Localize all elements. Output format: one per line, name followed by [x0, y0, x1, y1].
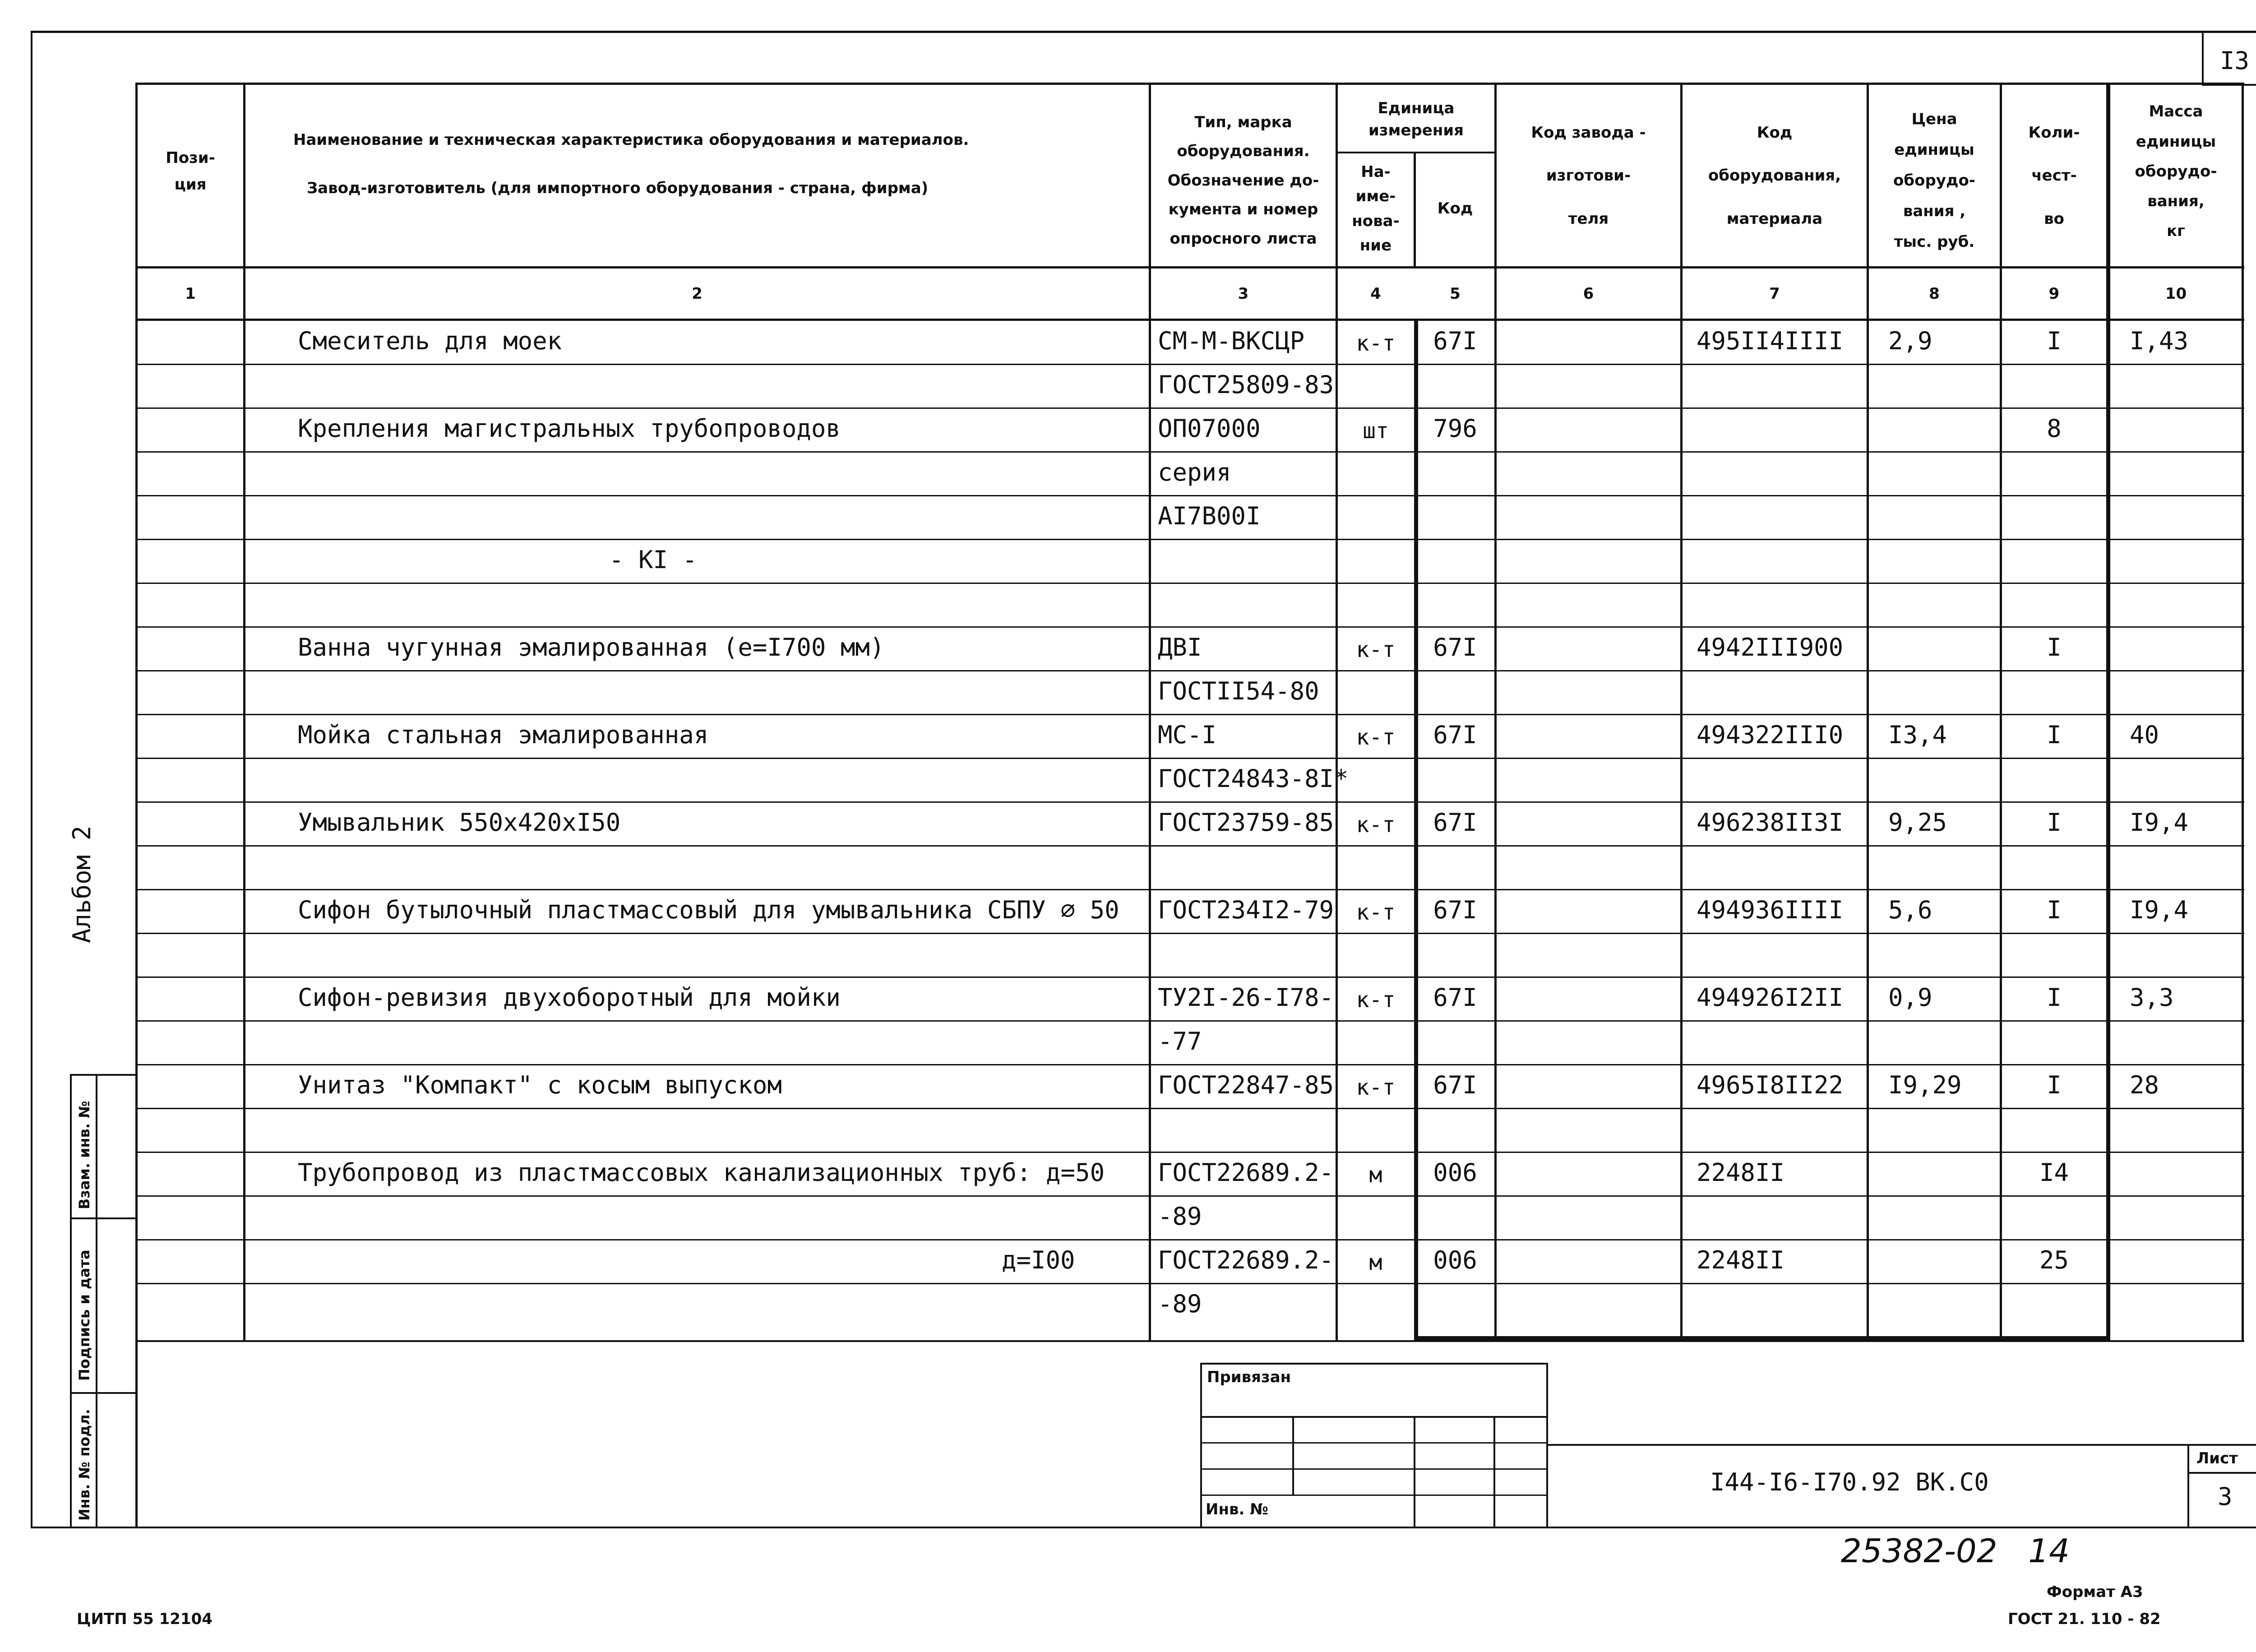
cell-doc: -89: [1158, 1202, 1202, 1231]
row-divider: [135, 801, 2244, 803]
cell-equip: 2248II: [1697, 1246, 1785, 1274]
colnum-5: 5: [1450, 284, 1461, 303]
header-price: Цена единицы оборудо- вания , тыс. руб.: [1893, 110, 1975, 251]
header-unit-code: Код: [1437, 199, 1473, 217]
cell-qty: I: [2047, 983, 2062, 1012]
cell-qty: I: [2047, 896, 2062, 924]
header-type: Тип, марка оборудования. Обозначение до- кумента и номер опросного листа: [1167, 113, 1319, 248]
cell-qty: 25: [2039, 1246, 2069, 1274]
colnum-8: 8: [1929, 284, 1940, 303]
cell-name: Ванна чугунная эмалированная (е=I700 мм): [298, 633, 885, 662]
row-divider: [135, 1152, 2244, 1153]
cell-code: 67I: [1433, 896, 1477, 924]
row-divider: [135, 364, 2244, 365]
row-divider: [135, 495, 2244, 496]
stamp-vzam-inv: Взам. инв. №: [76, 1101, 93, 1209]
cell-doc: АI7В00I: [1158, 502, 1261, 530]
row-divider: [135, 976, 2244, 978]
cell-price: 9,25: [1888, 808, 1947, 837]
album-label: Альбом 2: [68, 825, 96, 943]
cell-doc: -77: [1158, 1027, 1202, 1055]
colnum-6: 6: [1583, 284, 1594, 303]
privyazan-label: Привязан: [1207, 1368, 1291, 1386]
row-divider: [135, 407, 2244, 409]
cell-unit: м: [1369, 1162, 1382, 1188]
cell-unit: к-т: [1356, 725, 1396, 750]
cell-code: 796: [1433, 414, 1477, 443]
cell-unit: к-т: [1356, 331, 1396, 356]
cell-equip: 4965I8II22: [1697, 1071, 1844, 1099]
cell-name: Умывальник 550х420хI50: [298, 808, 621, 837]
header-name-line2: Завод-изготовитель (для импортного оборудования - страна, фирма): [307, 179, 929, 197]
cell-doc: СМ-М-ВКСЦР: [1158, 327, 1305, 355]
cell-equip: 494936IIII: [1697, 896, 1844, 924]
row-divider: [135, 626, 2244, 628]
cell-doc: ДВI: [1158, 633, 1202, 662]
cell-equip: 495II4IIII: [1697, 327, 1844, 355]
cell-name: д=I00: [1002, 1246, 1075, 1274]
frame-bottom: [31, 1527, 2256, 1528]
cell-name: - КI -: [609, 546, 698, 574]
cell-name: Мойка стальная эмалированная: [298, 721, 709, 749]
cell-code: 67I: [1433, 633, 1477, 662]
row-divider: [135, 539, 2244, 540]
cell-code: 67I: [1433, 983, 1477, 1012]
footer-citp: ЦИТП 55 12104: [77, 1610, 213, 1628]
cell-mass: I,43: [2130, 327, 2189, 355]
header-mass: Масса единицы оборудо- вания, кг: [2135, 102, 2217, 241]
cell-price: 2,9: [1888, 327, 1932, 355]
document-designation: I44-I6-I70.92 ВК.С0: [1710, 1468, 1989, 1496]
cell-qty: I: [2047, 327, 2062, 355]
header-unit-name: На- име- нова- ние: [1352, 162, 1400, 255]
cell-mass: 28: [2130, 1071, 2159, 1099]
cell-qty: I4: [2039, 1158, 2069, 1187]
cell-code: 006: [1433, 1246, 1477, 1274]
cell-mass: I9,4: [2130, 808, 2189, 837]
cell-equip: 494926I2II: [1697, 983, 1844, 1012]
header-unit-group-title: Единица измерения: [1368, 99, 1464, 139]
frame-left: [31, 31, 32, 1528]
row-divider: [135, 1283, 2244, 1284]
row-divider: [135, 1108, 2244, 1109]
colnum-3: 3: [1238, 284, 1249, 303]
cell-qty: I: [2047, 808, 2062, 837]
handwritten-number: 25382-02 14: [1841, 1532, 2070, 1570]
cell-doc: ГОСТ22847-85: [1158, 1071, 1334, 1099]
stamp-inv-podl: Инв. № подл.: [76, 1409, 93, 1521]
cell-mass: 3,3: [2130, 983, 2174, 1012]
frame-top: [31, 31, 2256, 33]
cell-name: Крепления магистральных трубопроводов: [298, 414, 841, 443]
cell-code: 67I: [1433, 808, 1477, 837]
row-divider: [135, 1064, 2244, 1065]
stamp-podpis-data: Подпись и дата: [76, 1249, 93, 1381]
row-divider: [135, 1239, 2244, 1240]
cell-doc: МС-I: [1158, 721, 1217, 749]
cell-name: Смеситель для моек: [298, 327, 562, 355]
header-quantity: Коли- чест- во: [2028, 124, 2080, 228]
cell-code: 006: [1433, 1158, 1477, 1187]
cell-name: Унитаз "Компакт" с косым выпуском: [298, 1071, 782, 1099]
header-factory-code: Код завода - изготови- теля: [1531, 124, 1646, 228]
cell-equip: 496238II3I: [1697, 808, 1844, 837]
cell-code: 67I: [1433, 1071, 1477, 1099]
cell-doc: ОП07000: [1158, 414, 1261, 443]
cell-doc: -89: [1158, 1290, 1202, 1318]
row-divider: [135, 451, 2244, 453]
cell-code: 67I: [1433, 327, 1477, 355]
row-divider: [135, 670, 2244, 671]
sheet-number: 3: [2218, 1482, 2233, 1511]
colnum-4: 4: [1370, 284, 1381, 303]
row-divider: [135, 583, 2244, 584]
colnum-10: 10: [2165, 284, 2187, 303]
row-divider: [135, 1020, 2244, 1022]
header-name-line1: Наименование и техническая характеристика оборудования и материалов.: [293, 131, 969, 149]
cell-doc: ГОСТ22689.2-: [1158, 1246, 1334, 1274]
cell-qty: 8: [2047, 414, 2062, 443]
footer-format: Формат А3: [2047, 1583, 2143, 1601]
cell-unit: шт: [1363, 418, 1389, 444]
cell-price: 0,9: [1888, 983, 1932, 1012]
cell-unit: к-т: [1356, 987, 1396, 1013]
colnum-1: 1: [185, 284, 196, 303]
cell-doc: ГОСТ22689.2-: [1158, 1158, 1334, 1187]
cell-name: Сифон бутылочный пластмассовый для умывальника СБПУ ∅ 50: [298, 896, 1119, 924]
cell-code: 67I: [1433, 721, 1477, 749]
cell-doc: ГОСТ234I2-79: [1158, 896, 1334, 924]
row-divider: [135, 933, 2244, 934]
cell-unit: к-т: [1356, 1075, 1396, 1100]
row-divider: [135, 714, 2244, 715]
corner-sheet-number: I3: [2220, 46, 2250, 75]
row-divider: [135, 889, 2244, 890]
sheet-label: Лист: [2196, 1449, 2238, 1467]
cell-mass: 40: [2130, 721, 2159, 749]
cell-qty: I: [2047, 1071, 2062, 1099]
cell-doc: ГОСТ25809-83: [1158, 370, 1334, 399]
cell-price: I3,4: [1888, 721, 1947, 749]
cell-doc: ГОСТII54-80: [1158, 677, 1319, 705]
header-equipment-code: Код оборудования, материала: [1708, 124, 1841, 228]
colnum-2: 2: [692, 284, 703, 303]
cell-unit: к-т: [1356, 812, 1396, 838]
footer-gost: ГОСТ 21. 110 - 82: [2008, 1610, 2161, 1628]
cell-price: I9,29: [1888, 1071, 1962, 1099]
cell-doc: ГОСТ23759-85: [1158, 808, 1334, 837]
cell-name: Трубопровод из пластмассовых канализационных труб: д=50: [298, 1158, 1105, 1187]
cell-unit: к-т: [1356, 900, 1396, 925]
row-divider: [135, 758, 2244, 759]
colnum-9: 9: [2048, 284, 2060, 303]
cell-doc: ГОСТ24843-8I*: [1158, 764, 1349, 793]
row-divider: [135, 845, 2244, 847]
cell-equip: 494322III0: [1697, 721, 1844, 749]
row-divider: [135, 1195, 2244, 1197]
cell-unit: к-т: [1356, 637, 1396, 662]
cell-qty: I: [2047, 633, 2062, 662]
cell-price: 5,6: [1888, 896, 1932, 924]
cell-qty: I: [2047, 721, 2062, 749]
colnum-7: 7: [1769, 284, 1780, 303]
cell-mass: I9,4: [2130, 896, 2189, 924]
header-position: Пози- ция: [166, 148, 215, 194]
cell-equip: 4942III900: [1697, 633, 1844, 662]
cell-equip: 2248II: [1697, 1158, 1785, 1187]
inv-no-label: Инв. №: [1206, 1500, 1269, 1518]
cell-doc: ТУ2I-26-I78-: [1158, 983, 1334, 1012]
cell-doc: серия: [1158, 458, 1231, 486]
cell-unit: м: [1369, 1250, 1382, 1275]
cell-name: Сифон-ревизия двухоборотный для мойки: [298, 983, 841, 1012]
